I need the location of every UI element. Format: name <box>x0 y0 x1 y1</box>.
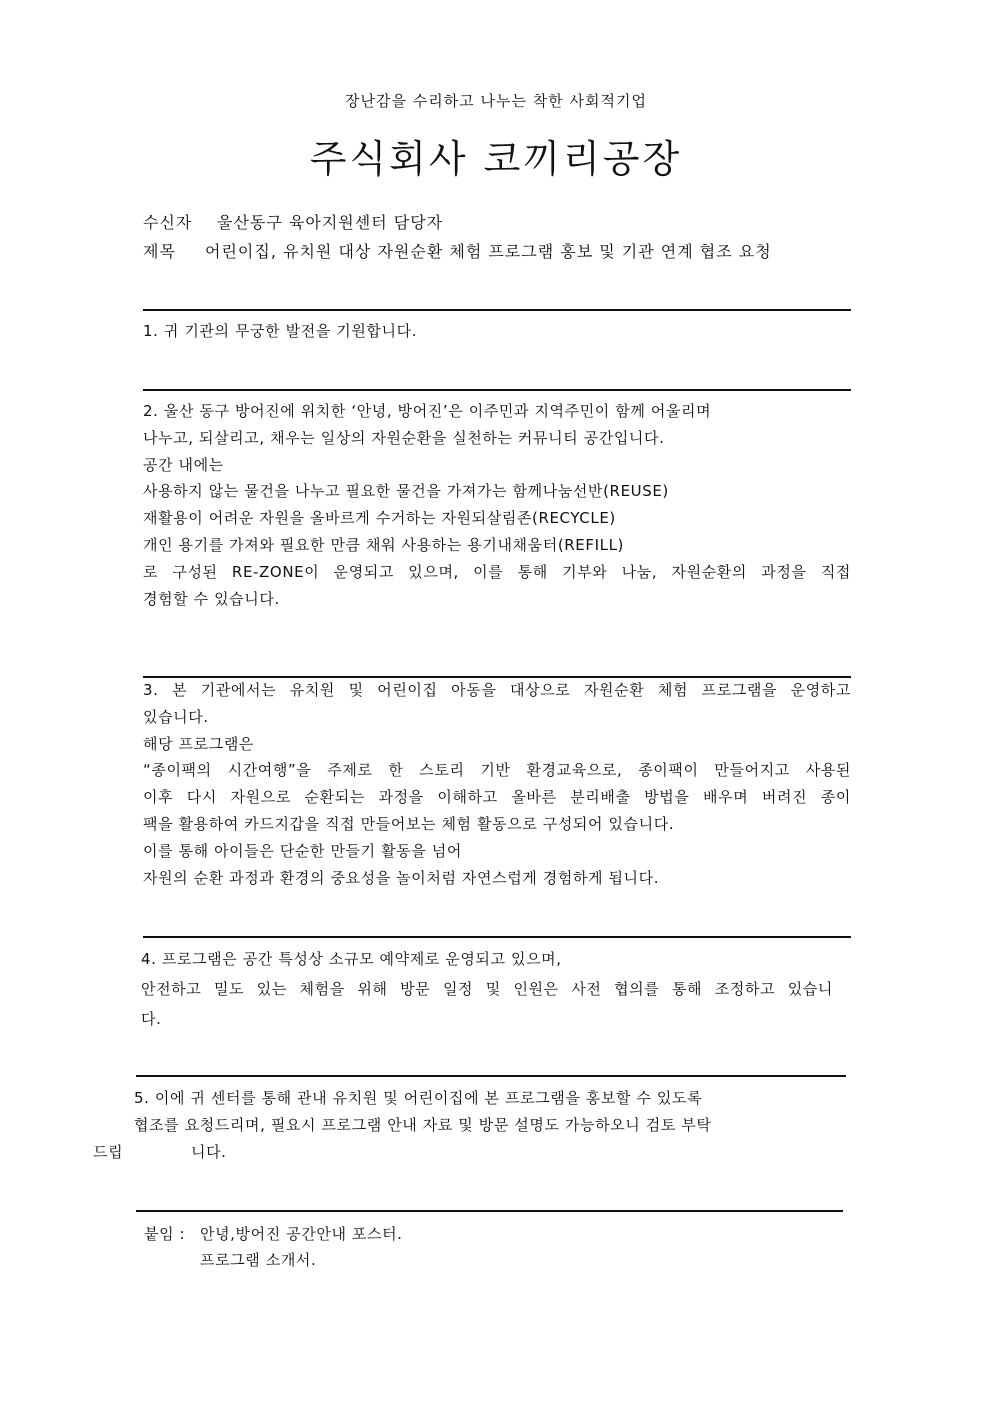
recipient-label: 수신자 <box>143 213 193 232</box>
paragraph-line: 로 구성된 RE-ZONE이 운영되고 있으며, 이를 통해 기부와 나눔, 자원순환의 과정을 직접 <box>143 562 851 581</box>
paragraph-line-end: 니다. <box>191 1143 227 1161</box>
recipient-line <box>143 210 443 233</box>
section-divider <box>136 1075 846 1077</box>
paragraph-line: 이후 다시 자원으로 순환되는 과정을 이해하고 올바른 분리배출 방법을 배우며 버려진 종이 <box>143 788 851 807</box>
paragraph-line: 해당 프로그램은 <box>143 734 254 753</box>
subject-label: 제목 <box>143 242 176 261</box>
paragraph-line: 경험할 수 있습니다. <box>143 589 280 608</box>
section-3-paragraph <box>143 677 851 891</box>
section-divider <box>143 389 851 391</box>
section-divider <box>143 936 851 938</box>
paragraph-line: 1. 귀 기관의 무궁한 발전을 기원합니다. <box>143 322 418 340</box>
paragraph-line: 안전하고 밀도 있는 체험을 위해 방문 일정 및 인원은 사전 협의를 통해 조정하고 있습니 <box>141 980 833 998</box>
subject-line <box>143 239 772 262</box>
attachment-item: 안녕,방어진 공간안내 포스터. <box>200 1225 403 1243</box>
company-name-title: 주식회사 코끼리공장 <box>309 137 683 181</box>
company-tagline: 장난감을 수리하고 나누는 착한 사회적기업 <box>345 92 647 110</box>
paragraph-line: 2. 울산 동구 방어진에 위치한 ‘안녕, 방어진’은 이주민과 지역주민이 함께 어울리며 <box>143 402 712 420</box>
paragraph-line: 개인 용기를 가져와 필요한 만큼 채워 사용하는 용기내채움터(REFILL) <box>143 535 624 554</box>
paragraph-line: 이를 통해 아이들은 단순한 만들기 활동을 넘어 <box>143 841 462 860</box>
attachments-label: 붙임 : <box>144 1225 186 1243</box>
paragraph-line: 자원의 순환 과정과 환경의 중요성을 놀이처럼 자연스럽게 경험하게 됩니다. <box>143 868 660 887</box>
paragraph-line: 협조를 요청드리며, 필요시 프로그램 안내 자료 및 방문 설명도 가능하오니 검토 부탁 <box>134 1116 712 1134</box>
section-divider <box>143 309 851 311</box>
paragraph-line: 4. 프로그램은 공간 특성상 소규모 예약제로 운영되고 있으며, <box>141 950 562 968</box>
paragraph-line: “종이팩의 시간여행”을 주제로 한 스토리 기반 환경교육으로, 종이팩이 만들어지고 사용된 <box>143 761 851 780</box>
paragraph-line: 있습니다. <box>143 707 209 726</box>
paragraph-line: 팩을 활용하여 카드지갑을 직접 만들어보는 체험 활동으로 구성되어 있습니다. <box>143 814 675 833</box>
section-2-paragraph <box>143 398 851 612</box>
recipient-value: 울산동구 육아지원센터 담당자 <box>217 213 444 232</box>
section-4-paragraph <box>141 944 833 1034</box>
paragraph-line-start: 드립 <box>93 1143 124 1161</box>
paragraph-line: 공간 내에는 <box>143 455 224 474</box>
attachment-item: 프로그램 소개서. <box>200 1251 317 1269</box>
section-divider <box>136 1210 843 1212</box>
paragraph-line: 재활용이 어려운 자원을 올바르게 수거하는 자원되살림존(RECYCLE) <box>143 509 616 528</box>
paragraph-line: 다. <box>141 1010 162 1028</box>
section-1-paragraph <box>143 318 851 345</box>
paragraph-line: 3. 본 기관에서는 유치원 및 어린이집 아동을 대상으로 자원순환 체험 프로그램을 운영하고 <box>143 681 851 699</box>
paragraph-line: 5. 이에 귀 센터를 통해 관내 유치원 및 어린이집에 본 프로그램을 홍보할 수 있도록 <box>134 1089 703 1107</box>
paragraph-line: 나누고, 되살리고, 채우는 일상의 자원순환을 실천하는 커뮤니티 공간입니다. <box>143 428 665 447</box>
paragraph-line: 사용하지 않는 물건을 나누고 필요한 물건을 가져가는 함께나눔선반(REUSE) <box>143 482 669 501</box>
subject-value: 어린이집, 유치원 대상 자원순환 체험 프로그램 홍보 및 기관 연계 협조 요청 <box>205 242 772 261</box>
